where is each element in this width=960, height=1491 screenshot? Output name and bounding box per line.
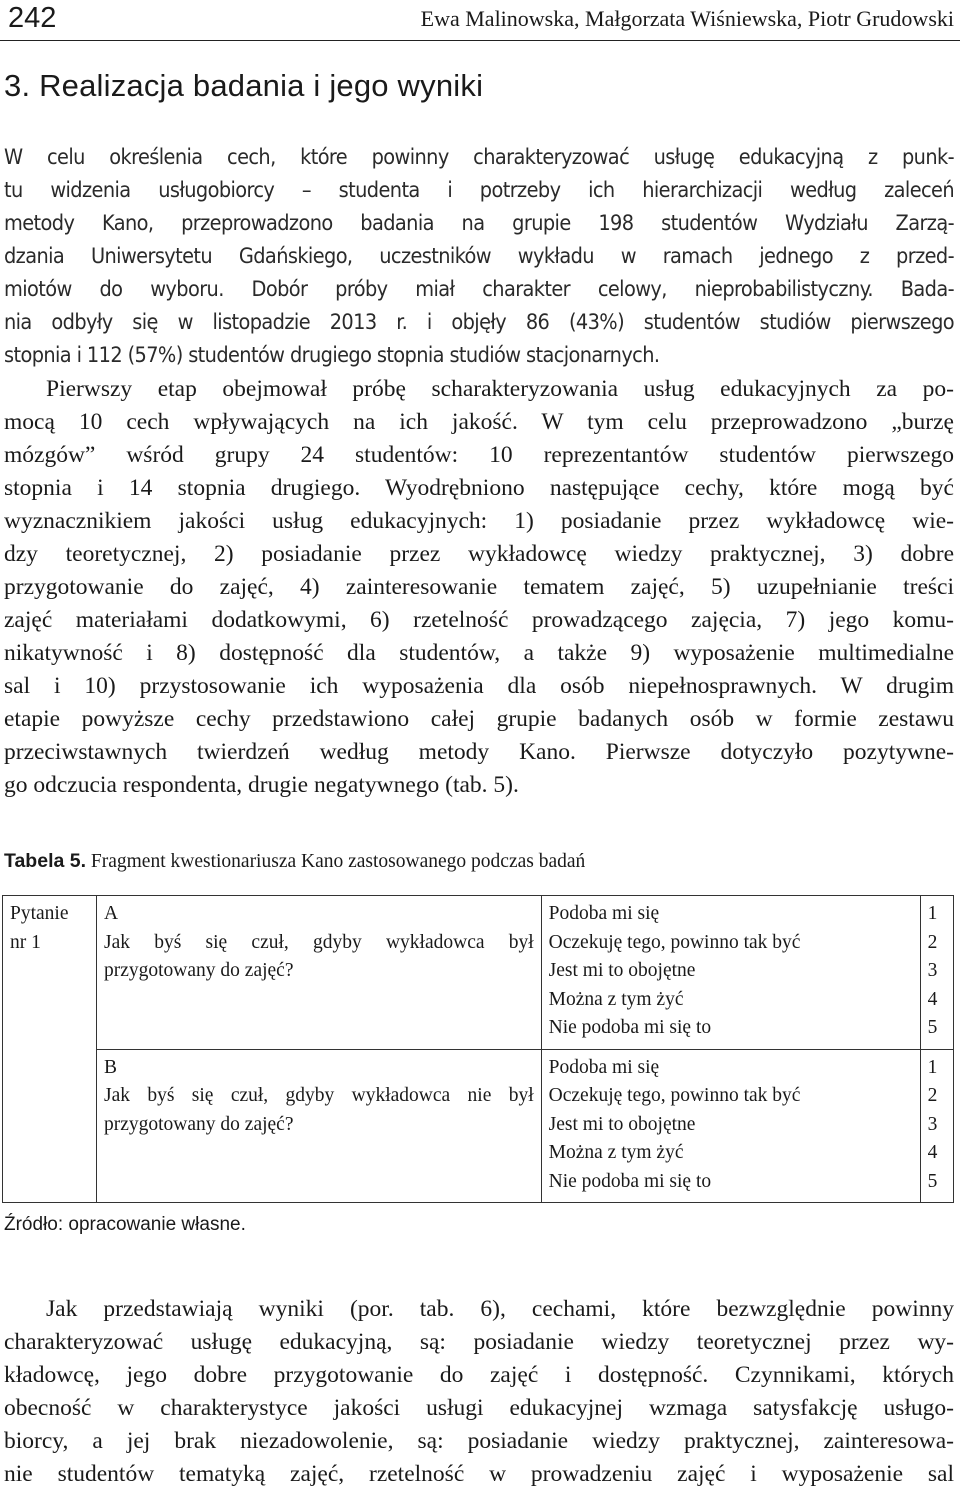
statement-cell-dysfunctional [96,1049,541,1203]
statement-line: przygotowany do zajęć? [103,960,294,981]
answer-codes-cell [920,896,953,1050]
running-header-authors: Ewa Malinowska, Małgorzata Wiśniewska, Piotr Grudowski [420,6,954,31]
running-header [0,0,960,41]
answer-code: 2 [927,1085,938,1106]
text-line: przygotowanie do zajęć, 4) zainteresowanie tematem zajęć, 5) uzupełnianie treści [4,574,954,600]
table-caption [4,850,585,873]
answer-code: 3 [927,960,938,981]
table-source-note: Źródło: opracowanie własne. [4,1214,246,1235]
answer-option: Podoba mi się [548,903,660,924]
statement-letter: B [103,1056,117,1078]
answer-option: Podoba mi się [548,1056,660,1078]
answer-option: Jest mi to obojętne [548,960,696,981]
text-line: etapie powyższe cechy przedstawiono całej grupie badanych osób w formie zestawu [4,706,954,732]
statement-line: Jak byś się czuł, gdyby wykładowca nie był [103,1085,534,1106]
text-line: nia odbyły się w listopadzie 2013 r. i objęły 86 (43%) studentów studiów pierwszego [4,310,954,335]
question-label-line: nr 1 [10,931,41,953]
text-line: wyznacznikiem jakości usług edukacyjnych: 1) posiadanie przez wykładowcę wie- [4,508,954,534]
statement-line: Jak byś się czuł, gdyby wykładowca był [103,931,534,953]
paragraph-study-design [4,141,954,372]
answer-codes-cell [920,1049,953,1203]
text-line: zajęć materiałami dodatkowymi, 6) rzetelność prowadzącego zajęcia, 7) jego komu- [4,607,954,633]
text-line: miotów do wyboru. Dobór próby miał charakter celowy, nieprobabilistyczny. Bada- [4,277,954,302]
text-line: stopnia i 14 stopnia drugiego. Wyodrębniono następujące cechy, które mogą być [4,475,954,501]
question-label-cell [3,896,97,1203]
text-line: mocą 10 cech wpływających na ich jakość. W tym celu przeprowadzono „burzę [4,409,954,435]
page-number: 242 [8,2,57,34]
text-line: kładowcę, jego dobre przygotowanie do zajęć i dostępność. Czynnikami, których [4,1362,954,1388]
statement-letter: A [103,903,119,924]
paragraph-stages [4,373,954,802]
text-line: nikatywność i 8) dostępność dla studentów, a także 9) wyposażenie multimedialne [4,640,954,666]
answer-option: Oczekuję tego, powinno tak być [548,1085,801,1106]
answer-option: Oczekuję tego, powinno tak być [548,931,801,953]
text-line: biorcy, a jej brak niezadowolenie, są: posiadanie wiedzy praktycznej, zainteresowa- [4,1428,954,1454]
answer-code: 5 [927,1170,938,1192]
text-line: obecność w charakterystyce jakości usługi edukacyjnej wzmaga satysfakcję usługo- [4,1395,954,1421]
table-row [3,896,954,1050]
text-line: mózgów” wśród grupy 24 studentów: 10 reprezentantów studentów pierwszego [4,442,954,468]
text-line: przeciwstawnych twierdzeń według metody Kano. Pierwsze dotyczyło pozytywne- [4,739,954,765]
table-caption-text: Fragment kwestionariusza Kano zastosowanego podczas badań [86,851,586,872]
section-title: 3. Realizacja badania i jego wyniki [4,68,484,103]
text-line: nie studentów tematyką zajęć, rzetelność w prowadzeniu zajęć i wyposażenie sal [4,1461,954,1487]
answer-option: Można z tym żyć [548,1142,684,1163]
table-caption-label: Tabela 5. [4,850,87,872]
answer-code: 3 [927,1113,938,1135]
answer-code: 1 [927,903,938,924]
statement-cell-functional [96,896,541,1050]
answers-cell [541,1049,920,1203]
text-line: W celu określenia cech, które powinny charakteryzować usługę edukacyjną z punk- [4,145,954,170]
answer-code: 4 [927,1142,938,1163]
text-line: sal i 10) przystosowanie ich wyposażenia dla osób niepełnosprawnych. W drugim [4,673,954,699]
answer-code: 1 [927,1056,938,1078]
answer-code: 5 [927,1017,938,1038]
answer-code: 4 [927,988,938,1010]
statement-line: przygotowany do zajęć? [103,1113,294,1135]
answer-option: Można z tym żyć [548,988,684,1010]
kano-questionnaire-table [2,895,954,1203]
answers-cell [541,896,920,1050]
paragraph-results [4,1293,954,1491]
text-line: stopnia i 112 (57%) studentów drugiego stopnia studiów stacjonarnych. [4,343,660,368]
text-line: metody Kano, przeprowadzono badania na grupie 198 studentów Wydziału Zarzą- [4,211,954,236]
answer-code: 2 [927,931,938,953]
answer-option: Nie podoba mi się to [548,1017,712,1038]
text-line: charakteryzować usługę edukacyjną, są: posiadanie wiedzy teoretycznej przez wy- [4,1329,954,1355]
answer-option: Nie podoba mi się to [548,1170,712,1192]
question-label-line: Pytanie [10,903,69,924]
table-row [3,1049,954,1203]
answer-option: Jest mi to obojętne [548,1113,696,1135]
text-line: dzy teoretycznej, 2) posiadanie przez wykładowcę wiedzy praktycznej, 3) dobre [4,541,954,567]
text-line: Pierwszy etap obejmował próbę scharakteryzowania usług edukacyjnych za po- [46,376,954,402]
text-line: go odczucia respondenta, drugie negatywnego (tab. 5). [4,772,519,798]
text-line: dzania Uniwersytetu Gdańskiego, uczestników wykładu w ramach jednego z przed- [4,244,954,269]
text-line: Jak przedstawiają wyniki (por. tab. 6), cechami, które bezwzględnie powinny [46,1296,954,1322]
text-line: tu widzenia usługobiorcy – studenta i potrzeby ich hierarchizacji według zaleceń [4,178,954,203]
